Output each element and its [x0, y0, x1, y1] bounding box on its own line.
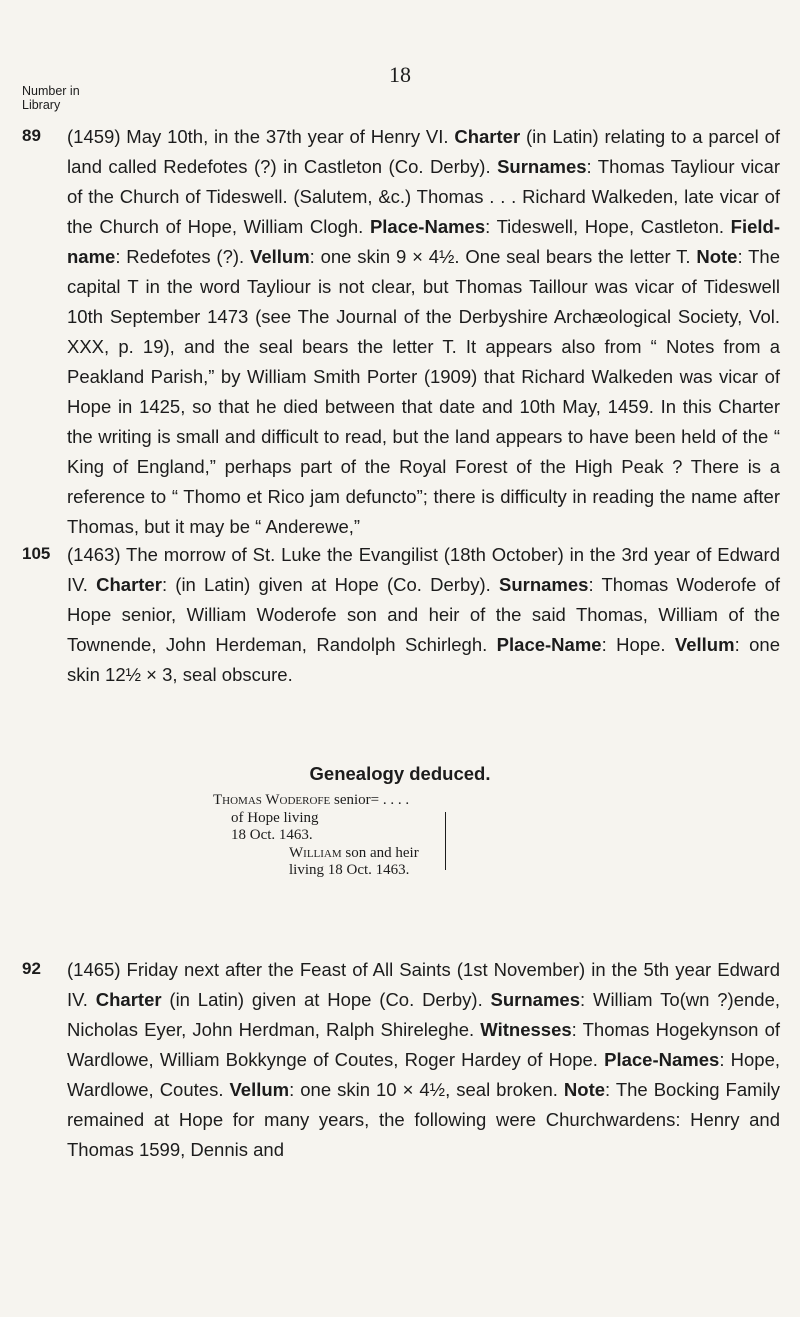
- entry-number: 105: [22, 544, 51, 563]
- witnesses-keyword: Witnesses: [480, 1019, 572, 1040]
- entry-text: (1459) May 10th, in the 37th year of Henry VI. Charter (in Latin) relating to a parcel of land called Redefotes (?) in Castleton (Co. Derby). Surnames: Thomas Tayliour vicar of the Church of Tideswell. (Salutem, &c.) Thomas . . . Richard Walkeden, late vicar of the Church of Hope, William Clogh. Place-Names: Tideswell, Hope, Castleton. Field-name: Redefotes (?). Vellum: one skin 9 × 4½. One seal bears the letter T. Note: The capital T in the word Tayliour is not clear, but Thomas Taillour was vicar of Tideswell 10th September 1473 (see The Journal of the Derbyshire Archæological Society, Vol. XXX, p. 19), and the seal bears the letter T. It appears also from “ Notes from a Peakland Parish,” by William Smith Porter (1909) that Richard Walkeden was vicar of Hope in 1425, so that he died between that date and 10th May, 1459. In this Charter the writing is small and difficult to read, but the land appears to have been held of the “ King of England,” perhaps part of the Royal Forest of the High Peak ? There is a reference to “ Thomo et Rico jam defuncto”; there is difficulty in reading the name after Thomas, but it may be “ Anderewe,”: [67, 126, 781, 537]
- surnames-keyword: Surnames: [497, 156, 587, 177]
- field-name-keyword: Field-name: [67, 216, 780, 267]
- genealogy-descent-line: [445, 812, 446, 870]
- surnames-keyword: Surnames: [499, 574, 589, 595]
- genealogy-child: William son and heir: [289, 845, 419, 861]
- entry-number: 89: [22, 126, 41, 145]
- genealogy-child-line2: living 18 Oct. 1463.: [289, 862, 410, 878]
- entry-text: (1463) The morrow of St. Luke the Evangilist (18th October) in the 3rd year of Edward IV. Charter: (in Latin) given at Hope (Co. Derby). Surnames: Thomas Woderofe of Hope senior, William Woderofe son and heir of the said Thomas, William of the Townende, John Herdeman, Randolph Schirlegh. Place-Name: Hope. Vellum: one skin 12½ × 3, seal obscure.: [67, 544, 781, 685]
- margin-label: [22, 84, 80, 112]
- charter-keyword: Charter: [454, 126, 521, 147]
- charter-keyword: Charter: [96, 574, 162, 595]
- entry-text: (1465) Friday next after the Feast of All Saints (1st November) in the 5th year Edward IV. Charter (in Latin) given at Hope (Co. Derby). Surnames: William To(wn ?)ende, Nicholas Eyer, John Herdman, Ralph Shireleghe. Witnesses: Thomas Hogekynson of Wardlowe, William Bokkynge of Coutes, Roger Hardey of Hope. Place-Names: Hope, Wardlowe, Coutes. Vellum: one skin 10 × 4½, seal broken. Note: The Bocking Family remained at Hope for many years, the following were Churchwardens: Henry and Thomas 1599, Dennis and: [67, 959, 781, 1160]
- place-name-keyword: Place-Name: [496, 634, 602, 655]
- surnames-keyword: Surnames: [490, 989, 581, 1010]
- note-keyword: Note: [696, 246, 738, 267]
- genealogy-head-line2: of Hope living: [231, 810, 319, 826]
- note-keyword: Note: [563, 1079, 606, 1100]
- place-names-keyword: Place-Names: [604, 1049, 720, 1070]
- vellum-keyword: Vellum: [229, 1079, 290, 1100]
- page-number: 18: [389, 62, 411, 87]
- genealogy-head-line3: 18 Oct. 1463.: [231, 827, 313, 843]
- vellum-keyword: Vellum: [674, 634, 735, 655]
- charter-keyword: Charter: [95, 989, 162, 1010]
- margin-label-line1: Number in: [22, 84, 80, 98]
- margin-label-line2: Library: [22, 98, 61, 112]
- genealogy-title: Genealogy deduced.: [309, 763, 491, 784]
- place-names-keyword: Place-Names: [369, 216, 486, 237]
- genealogy-head: Thomas Woderofe senior= . . . .: [213, 792, 410, 808]
- entry-number: 92: [22, 959, 41, 978]
- vellum-keyword: Vellum: [250, 246, 310, 267]
